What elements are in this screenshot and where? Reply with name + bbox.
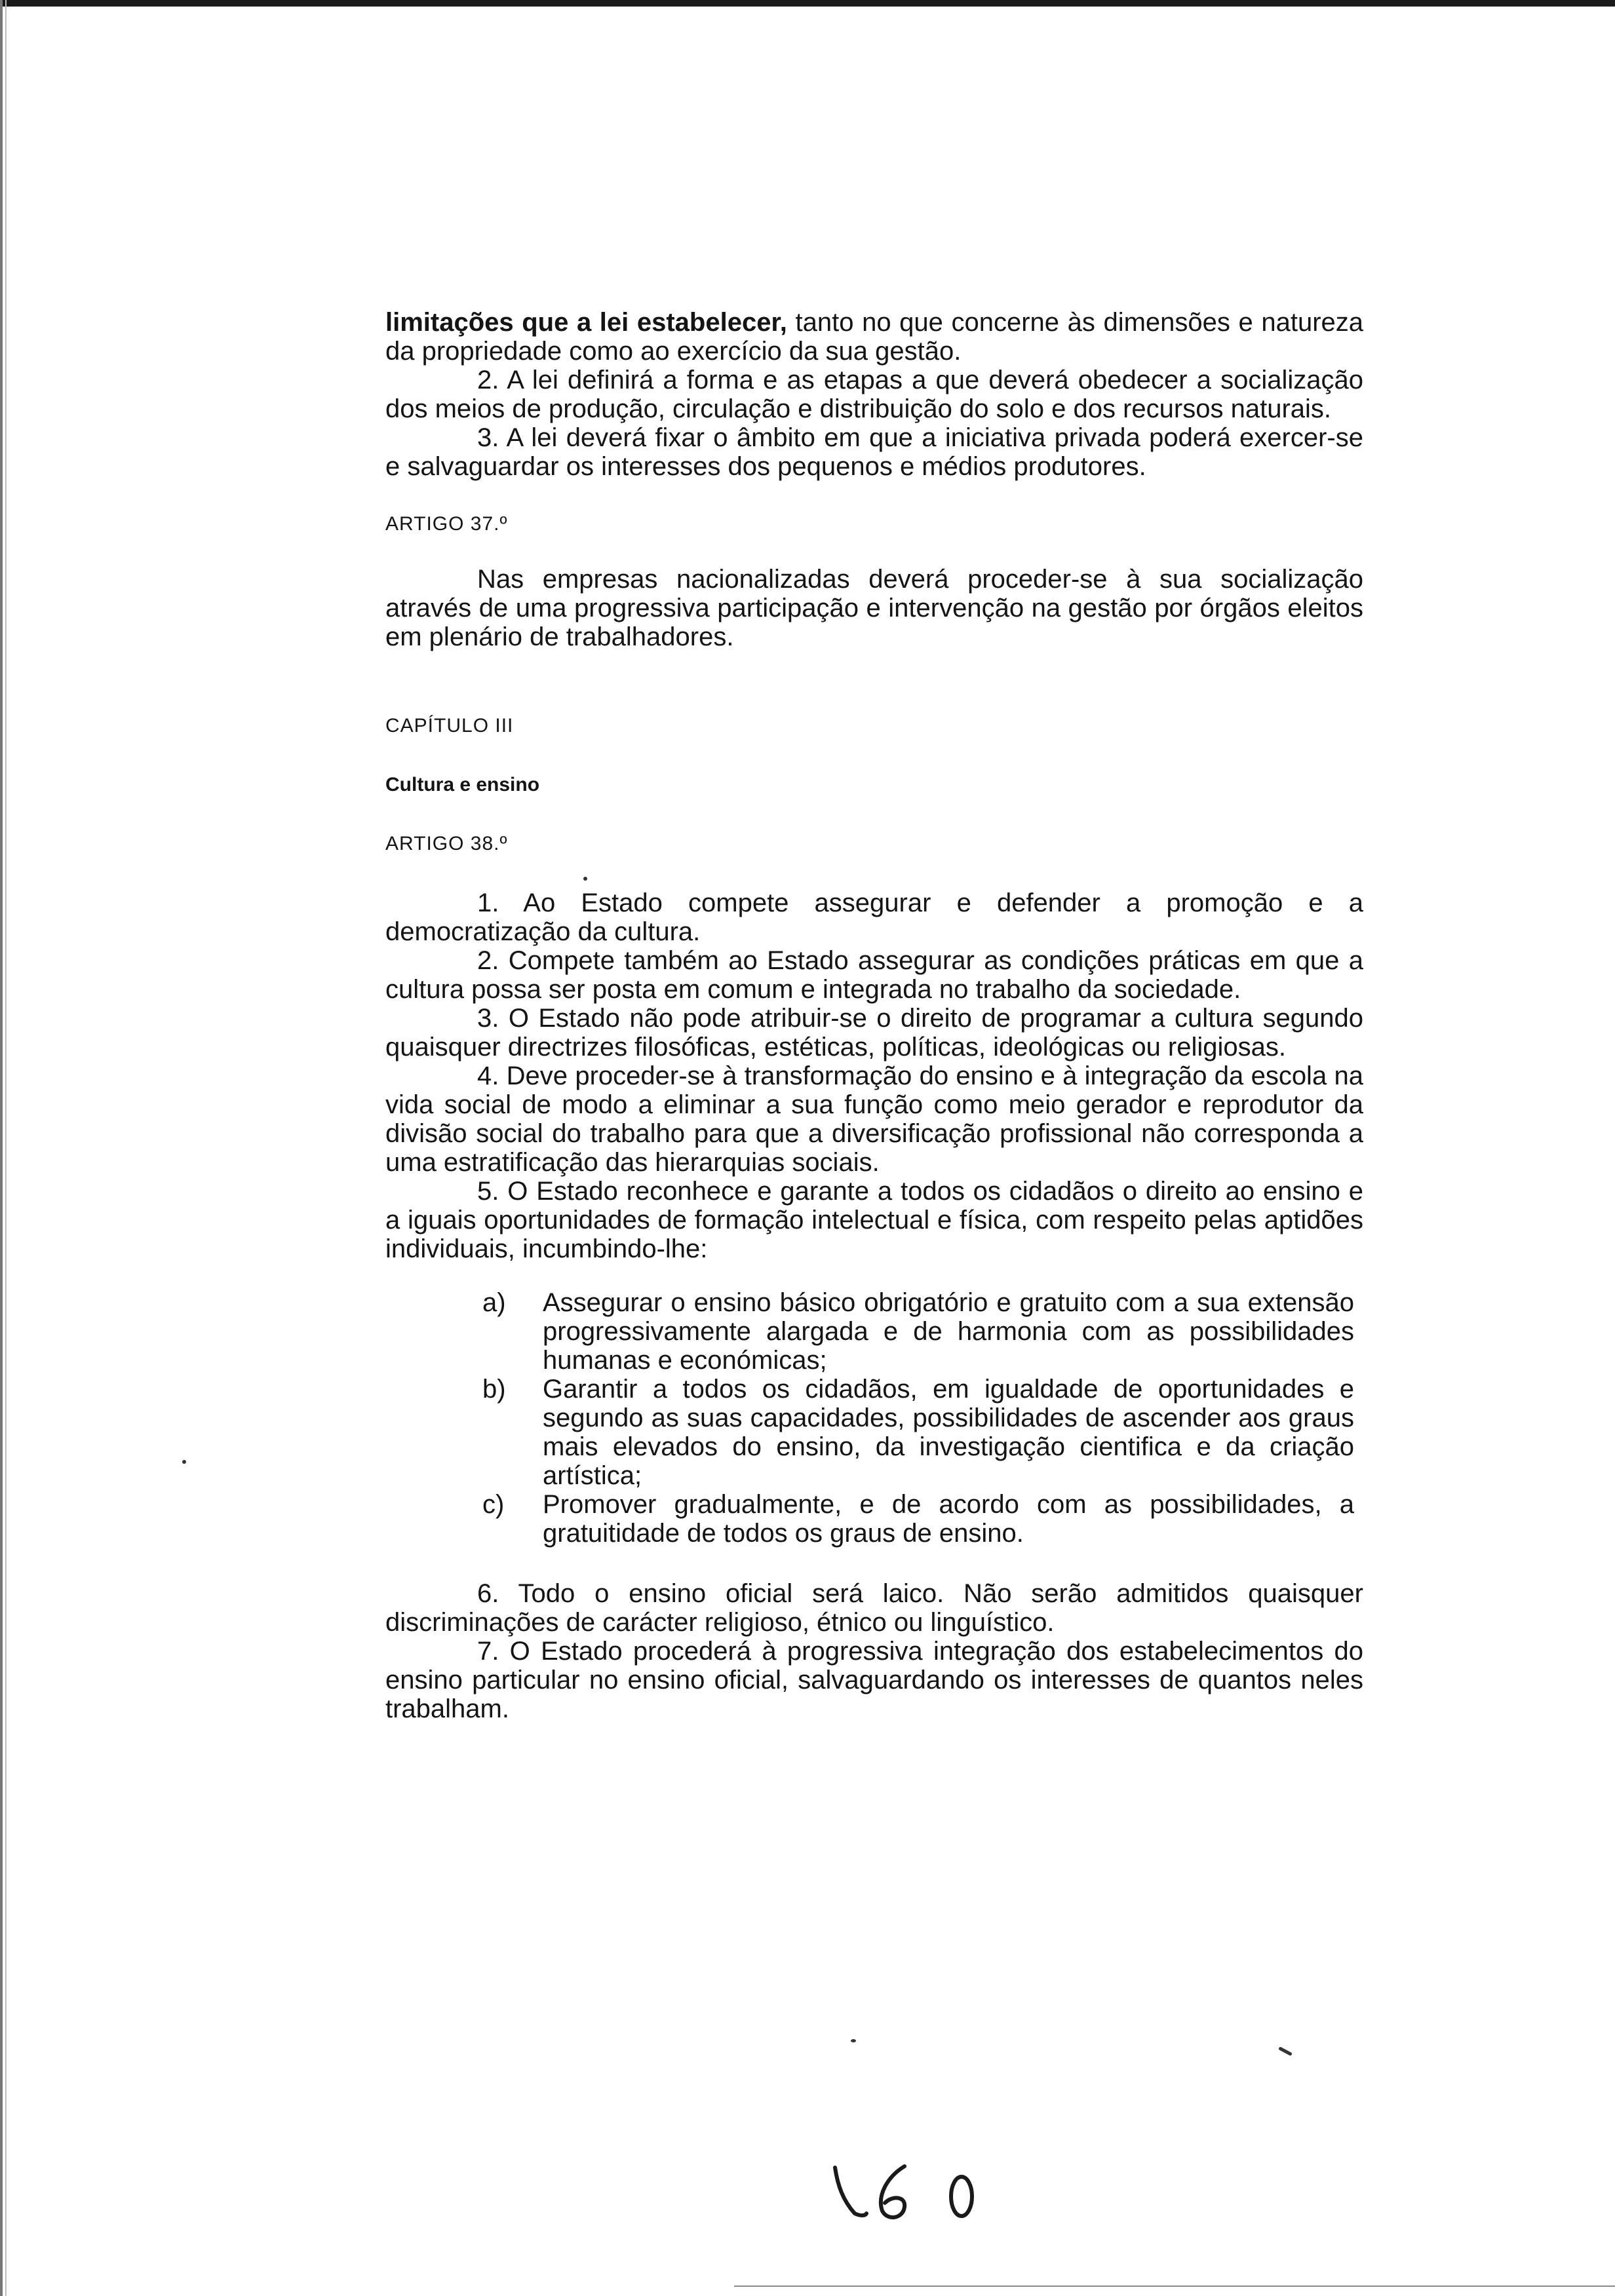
article-38-item-2: 2. Compete também ao Estado assegurar as condições práticas em que a cultura possa ser posta em comum e integrada no trabalho da sociedade. [385, 946, 1363, 1004]
sublist-marker: c) [482, 1490, 505, 1519]
sublist-text: Garantir a todos os cidadãos, em igualdade de oportunidades e segundo as suas capacidades, possibilidades de ascender aos graus mais elevados do ensino, da investigação cientifica e da criação artística; [543, 1375, 1354, 1490]
sublist-item-c [385, 1490, 1363, 1548]
chapter-title: Cultura e ensino [385, 774, 540, 795]
opening-paragraph [385, 308, 1363, 366]
article-38-item-6: 6. Todo o ensino oficial será laico. Não serão admitidos quaisquer discriminações de carácter religioso, étnico ou linguístico. [385, 1579, 1363, 1637]
document-page [385, 308, 1363, 1723]
scan-speck [182, 1460, 186, 1464]
chapter-heading: CAPÍTULO III [385, 715, 514, 737]
article-38-item-5: 5. O Estado reconhece e garante a todos os cidadãos o direito ao ensino e a iguais oportunidades de formação intelectual e física, com respeito pelas aptidões individuais, incumbindo-lhe: [385, 1177, 1363, 1263]
sublist-item-b [385, 1375, 1363, 1490]
article-38-item-1: 1. Ao Estado compete assegurar e defender a promoção e a democratização da cultura. [385, 889, 1363, 946]
article-37-text: Nas empresas nacionalizadas deverá proceder-se à sua socialização através de uma progressiva participação e intervenção na gestão por órgãos eleitos em plenário de trabalhadores. [385, 565, 1363, 651]
article-38-item-4: 4. Deve proceder-se à transformação do ensino e à integração da escola na vida social de modo a eliminar a sua função como meio gerador e reprodutor da divisão social do trabalho para que a diversificação profissional não corresponda a uma estratificação das hierarquias sociais. [385, 1062, 1363, 1177]
scan-edge-top [0, 0, 1615, 7]
opening-rest: tanto no que concerne às dimensões e natureza da propriedade como ao exercício da sua gestão. [385, 308, 1364, 366]
sublist-item-a [385, 1288, 1363, 1375]
sublist-text: Promover gradualmente, e de acordo com as possibilidades, a gratuitidade de todos os graus de ensino. [543, 1490, 1354, 1548]
scan-edge-bottom [734, 2286, 1615, 2287]
law-item-3: 3. A lei deverá fixar o âmbito em que a iniciativa privada poderá exercer-se e salvaguardar os interesses dos pequenos e médios produtores. [385, 423, 1363, 481]
sublist-text: Assegurar o ensino básico obrigatório e gratuito com a sua extensão progressivamente alargada e de harmonia com as possibilidades humanas e económicas; [543, 1288, 1354, 1375]
handwritten-page-number [827, 2156, 991, 2228]
opening-lead: limitações que a lei estabelecer, [385, 308, 787, 337]
scan-edge-left-inner [5, 0, 7, 2296]
law-item-2: 2. A lei definirá a forma e as etapas a que deverá obedecer a socialização dos meios de produção, circulação e distribuição do solo e dos recursos naturais. [385, 366, 1363, 423]
sublist-marker: a) [482, 1288, 506, 1317]
scan-edge-left [0, 0, 3, 2296]
sublist-marker: b) [482, 1375, 506, 1404]
article-38-item-3: 3. O Estado não pode atribuir-se o direito de programar a cultura segundo quaisquer directrizes filosóficas, estéticas, políticas, ideológicas ou religiosas. [385, 1004, 1363, 1062]
scan-speck [1278, 2046, 1293, 2056]
scan-speck [851, 2039, 856, 2042]
article-38-heading: ARTIGO 38.º [385, 833, 508, 854]
article-37-heading: ARTIGO 37.º [385, 513, 508, 535]
article-38-item-7: 7. O Estado procederá à progressiva integração dos estabelecimentos do ensino particular no ensino oficial, salvaguardando os interesses de quantos neles trabalham. [385, 1637, 1363, 1723]
article-38-sublist [385, 1288, 1363, 1548]
